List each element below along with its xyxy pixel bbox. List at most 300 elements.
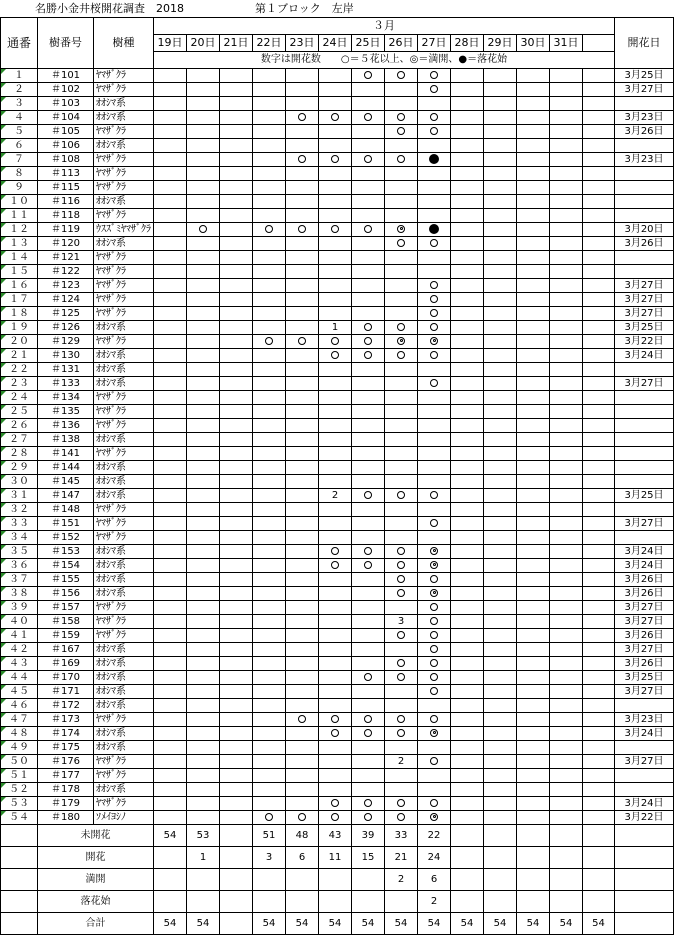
obs-cell (418, 377, 451, 391)
row-tree-no: ＃123 (38, 279, 94, 293)
row-bloom-date (615, 167, 674, 181)
obs-cell (418, 475, 451, 489)
obs-cell (253, 503, 286, 517)
obs-cell (187, 181, 220, 195)
summary-value: 48 (286, 825, 319, 847)
obs-cell (451, 573, 484, 587)
obs-cell (385, 671, 418, 685)
row-no: ３ (1, 97, 38, 111)
bloom-circle-icon (397, 659, 405, 667)
obs-cell (220, 811, 253, 825)
row-species: ｵｵｼﾏ系 (94, 139, 154, 153)
bloom-survey-table (0, 17, 674, 935)
obs-cell (220, 447, 253, 461)
obs-cell (319, 377, 352, 391)
obs-cell (352, 783, 385, 797)
obs-cell (187, 797, 220, 811)
obs-cell (154, 671, 187, 685)
row-no: １８ (1, 307, 38, 321)
row-no: １７ (1, 293, 38, 307)
obs-cell (451, 307, 484, 321)
day-header: 21日 (220, 35, 253, 52)
bloom-circle-icon (397, 113, 405, 121)
row-bloom-date: 3月27日 (615, 601, 674, 615)
obs-cell (484, 111, 517, 125)
row-tree-no: ＃135 (38, 405, 94, 419)
obs-cell (286, 601, 319, 615)
obs-cell (517, 279, 550, 293)
row-tree-no: ＃113 (38, 167, 94, 181)
obs-cell (154, 685, 187, 699)
obs-cell (352, 335, 385, 349)
obs-cell (583, 111, 615, 125)
summary-value: 54 (352, 913, 385, 935)
row-bloom-date: 3月24日 (615, 349, 674, 363)
row-no: ４０ (1, 615, 38, 629)
obs-cell (220, 209, 253, 223)
obs-cell (385, 587, 418, 601)
obs-cell (154, 643, 187, 657)
obs-cell (385, 447, 418, 461)
day-header: 25日 (352, 35, 385, 52)
obs-cell (253, 769, 286, 783)
obs-cell (451, 279, 484, 293)
row-tree-no: ＃115 (38, 181, 94, 195)
row-tree-no: ＃136 (38, 419, 94, 433)
bloom-circle-icon (298, 225, 306, 233)
obs-cell (517, 153, 550, 167)
obs-cell (550, 111, 583, 125)
obs-cell (352, 811, 385, 825)
row-species: ｵｵｼﾏ系 (94, 727, 154, 741)
summary-value: 54 (319, 913, 352, 935)
obs-cell (154, 769, 187, 783)
full-bloom-icon (430, 813, 438, 821)
obs-cell (286, 713, 319, 727)
row-bloom-date: 3月27日 (615, 83, 674, 97)
obs-cell (385, 307, 418, 321)
obs-cell (253, 517, 286, 531)
obs-cell (253, 727, 286, 741)
obs-cell (418, 405, 451, 419)
obs-cell (352, 531, 385, 545)
obs-cell (187, 755, 220, 769)
survey-title: 名勝小金井桜開花調査 2018 (35, 2, 184, 15)
obs-cell (220, 111, 253, 125)
bloom-circle-icon (331, 337, 339, 345)
obs-cell (583, 671, 615, 685)
obs-cell (484, 559, 517, 573)
obs-cell (286, 391, 319, 405)
obs-cell (550, 237, 583, 251)
summary-value: 43 (319, 825, 352, 847)
day-header: 20日 (187, 35, 220, 52)
summary-value: 54 (385, 913, 418, 935)
obs-cell (352, 265, 385, 279)
obs-cell (154, 615, 187, 629)
row-species: ﾔﾏｻﾞｸﾗ (94, 69, 154, 83)
row-species: ｵｵｼﾏ系 (94, 321, 154, 335)
obs-cell (154, 181, 187, 195)
obs-cell (220, 503, 253, 517)
obs-cell (451, 349, 484, 363)
obs-cell: 1 (319, 321, 352, 335)
obs-cell (517, 237, 550, 251)
obs-cell (418, 769, 451, 783)
obs-cell (220, 419, 253, 433)
obs-cell (352, 251, 385, 265)
bloom-circle-icon (430, 603, 438, 611)
obs-cell (550, 657, 583, 671)
obs-cell (517, 615, 550, 629)
obs-cell (253, 209, 286, 223)
obs-cell (286, 811, 319, 825)
obs-cell (286, 279, 319, 293)
obs-cell (220, 153, 253, 167)
obs-cell (154, 335, 187, 349)
obs-cell (319, 755, 352, 769)
obs-cell (286, 475, 319, 489)
obs-cell (484, 181, 517, 195)
obs-cell (220, 349, 253, 363)
obs-cell (583, 657, 615, 671)
obs-cell (583, 811, 615, 825)
obs-cell (451, 209, 484, 223)
obs-cell (418, 209, 451, 223)
obs-cell (319, 461, 352, 475)
obs-cell (583, 447, 615, 461)
obs-cell (418, 349, 451, 363)
obs-cell (418, 167, 451, 181)
row-bloom-date (615, 209, 674, 223)
row-tree-no: ＃144 (38, 461, 94, 475)
row-no: １ (1, 69, 38, 83)
obs-cell (451, 321, 484, 335)
obs-cell (187, 153, 220, 167)
bloom-circle-icon (397, 589, 405, 597)
row-species: ﾔﾏｻﾞｸﾗ (94, 83, 154, 97)
obs-cell (385, 433, 418, 447)
bloom-circle-icon (397, 561, 405, 569)
obs-cell (418, 811, 451, 825)
obs-cell (253, 699, 286, 713)
obs-cell (583, 363, 615, 377)
row-species: ｵｵｼﾏ系 (94, 461, 154, 475)
obs-cell (583, 153, 615, 167)
table-row (1, 475, 674, 489)
bloom-circle-icon (265, 225, 273, 233)
bloom-circle-icon (364, 113, 372, 121)
obs-cell (286, 195, 319, 209)
obs-cell (220, 573, 253, 587)
obs-cell (187, 223, 220, 237)
bloom-circle-icon (397, 239, 405, 247)
obs-cell (418, 307, 451, 321)
row-bloom-date: 3月24日 (615, 727, 674, 741)
table-row (1, 727, 674, 741)
obs-cell (385, 531, 418, 545)
summary-value (319, 869, 352, 891)
obs-cell (484, 195, 517, 209)
obs-cell (286, 643, 319, 657)
obs-cell (253, 167, 286, 181)
obs-cell (550, 419, 583, 433)
bloom-circle-icon (430, 379, 438, 387)
obs-cell (319, 643, 352, 657)
row-bloom-date: 3月22日 (615, 811, 674, 825)
row-species: ｵｵｼﾏ系 (94, 475, 154, 489)
obs-cell (154, 517, 187, 531)
obs-cell (385, 559, 418, 573)
obs-cell (286, 573, 319, 587)
bloom-circle-icon (430, 687, 438, 695)
obs-cell (484, 251, 517, 265)
obs-cell (484, 125, 517, 139)
table-row (1, 699, 674, 713)
row-no: ４５ (1, 685, 38, 699)
legend: 数字は開花数 ○＝５花以上、◎＝満開、●＝落花始 (154, 52, 615, 69)
row-bloom-date (615, 181, 674, 195)
obs-cell (550, 811, 583, 825)
obs-cell (583, 475, 615, 489)
obs-cell (484, 587, 517, 601)
row-bloom-date (615, 475, 674, 489)
obs-cell (451, 181, 484, 195)
row-tree-no: ＃158 (38, 615, 94, 629)
obs-cell (517, 125, 550, 139)
table-row (1, 601, 674, 615)
summary-value (550, 869, 583, 891)
row-bloom-date: 3月27日 (615, 279, 674, 293)
obs-cell (286, 223, 319, 237)
obs-cell (352, 139, 385, 153)
obs-cell (220, 783, 253, 797)
row-no: ３６ (1, 559, 38, 573)
obs-cell (583, 419, 615, 433)
row-tree-no: ＃131 (38, 363, 94, 377)
bloom-circle-icon (430, 715, 438, 723)
obs-cell (484, 489, 517, 503)
summary-value (154, 847, 187, 869)
row-no: １９ (1, 321, 38, 335)
bloom-circle-icon (364, 561, 372, 569)
obs-cell (451, 335, 484, 349)
obs-cell (220, 741, 253, 755)
summary-row (1, 825, 674, 847)
obs-cell (154, 111, 187, 125)
obs-cell (220, 125, 253, 139)
row-tree-no: ＃125 (38, 307, 94, 321)
row-no: ４７ (1, 713, 38, 727)
obs-cell (385, 279, 418, 293)
bloom-circle-icon (364, 155, 372, 163)
obs-cell (418, 783, 451, 797)
obs-cell (484, 209, 517, 223)
day-header: 24日 (319, 35, 352, 52)
obs-cell (583, 489, 615, 503)
obs-cell (517, 405, 550, 419)
row-no: ２７ (1, 433, 38, 447)
obs-cell (154, 727, 187, 741)
row-tree-no: ＃152 (38, 531, 94, 545)
obs-cell (583, 391, 615, 405)
obs-cell (187, 125, 220, 139)
obs-cell (253, 713, 286, 727)
row-tree-no: ＃103 (38, 97, 94, 111)
obs-cell (418, 279, 451, 293)
obs-cell (187, 167, 220, 181)
row-tree-no: ＃133 (38, 377, 94, 391)
row-species: ｵｵｼﾏ系 (94, 545, 154, 559)
obs-cell (253, 153, 286, 167)
obs-cell (187, 307, 220, 321)
obs-cell (187, 503, 220, 517)
obs-cell (484, 601, 517, 615)
obs-cell (517, 293, 550, 307)
obs-cell (517, 587, 550, 601)
obs-cell (352, 545, 385, 559)
summary-blank (615, 891, 674, 913)
obs-cell (385, 181, 418, 195)
bloom-circle-icon (430, 673, 438, 681)
obs-cell: 2 (319, 489, 352, 503)
obs-cell (418, 321, 451, 335)
bloom-circle-icon (364, 729, 372, 737)
obs-cell (253, 811, 286, 825)
obs-cell (187, 601, 220, 615)
obs-cell (187, 335, 220, 349)
bloom-circle-icon (364, 71, 372, 79)
row-species: ｵｵｼﾏ系 (94, 377, 154, 391)
obs-cell (451, 671, 484, 685)
header-bloom-date: 開花日 (615, 18, 674, 69)
obs-cell (418, 629, 451, 643)
obs-cell (187, 195, 220, 209)
row-species: ﾔﾏｻﾞｸﾗ (94, 797, 154, 811)
obs-cell (154, 391, 187, 405)
obs-cell (352, 587, 385, 601)
obs-cell (418, 251, 451, 265)
obs-cell (286, 461, 319, 475)
obs-cell (286, 97, 319, 111)
bloom-circle-icon (430, 113, 438, 121)
obs-cell (187, 713, 220, 727)
obs-cell (154, 489, 187, 503)
obs-cell (550, 475, 583, 489)
obs-cell (583, 69, 615, 83)
obs-cell (583, 167, 615, 181)
petal-fall-icon (429, 224, 439, 234)
row-no: １６ (1, 279, 38, 293)
obs-cell (253, 671, 286, 685)
summary-label: 満開 (38, 869, 154, 891)
obs-cell (550, 83, 583, 97)
row-tree-no: ＃134 (38, 391, 94, 405)
obs-cell (154, 307, 187, 321)
row-species: ｵｵｼﾏ系 (94, 587, 154, 601)
obs-cell (319, 811, 352, 825)
obs-cell (253, 755, 286, 769)
obs-cell (385, 643, 418, 657)
obs-cell (517, 251, 550, 265)
obs-cell (418, 489, 451, 503)
bloom-circle-icon (430, 617, 438, 625)
obs-cell (253, 741, 286, 755)
obs-cell: 3 (385, 615, 418, 629)
obs-cell (517, 265, 550, 279)
obs-cell (253, 657, 286, 671)
obs-cell (550, 97, 583, 111)
obs-cell (517, 433, 550, 447)
obs-cell (286, 321, 319, 335)
obs-cell (517, 601, 550, 615)
obs-cell (319, 139, 352, 153)
obs-cell (319, 769, 352, 783)
obs-cell (253, 573, 286, 587)
obs-cell (451, 713, 484, 727)
obs-cell (385, 237, 418, 251)
obs-cell (517, 657, 550, 671)
obs-cell (385, 321, 418, 335)
obs-cell (319, 97, 352, 111)
table-row (1, 307, 674, 321)
obs-cell (286, 629, 319, 643)
obs-cell (187, 69, 220, 83)
obs-cell (451, 489, 484, 503)
obs-cell (550, 713, 583, 727)
obs-cell (187, 349, 220, 363)
obs-cell (550, 181, 583, 195)
obs-cell (319, 503, 352, 517)
obs-cell (286, 265, 319, 279)
obs-cell (484, 657, 517, 671)
obs-cell (550, 307, 583, 321)
obs-cell (352, 475, 385, 489)
obs-cell (319, 587, 352, 601)
row-tree-no: ＃105 (38, 125, 94, 139)
obs-cell (385, 713, 418, 727)
bloom-circle-icon (397, 71, 405, 79)
row-no: ３８ (1, 587, 38, 601)
obs-cell (385, 167, 418, 181)
obs-cell (451, 111, 484, 125)
row-bloom-date (615, 769, 674, 783)
obs-cell (253, 587, 286, 601)
row-species: ｵｵｼﾏ系 (94, 783, 154, 797)
obs-cell (418, 741, 451, 755)
obs-cell (418, 237, 451, 251)
row-tree-no: ＃170 (38, 671, 94, 685)
obs-cell (517, 643, 550, 657)
obs-cell (154, 531, 187, 545)
summary-value: 54 (154, 913, 187, 935)
obs-cell (352, 447, 385, 461)
obs-cell (187, 419, 220, 433)
summary-value (451, 847, 484, 869)
table-row (1, 111, 674, 125)
obs-cell (550, 741, 583, 755)
obs-cell (319, 517, 352, 531)
obs-cell (550, 685, 583, 699)
obs-cell (352, 69, 385, 83)
obs-cell (484, 153, 517, 167)
obs-cell (286, 167, 319, 181)
obs-cell (352, 489, 385, 503)
summary-value (385, 891, 418, 913)
table-row (1, 769, 674, 783)
obs-cell (286, 237, 319, 251)
day-header: 23日 (286, 35, 319, 52)
